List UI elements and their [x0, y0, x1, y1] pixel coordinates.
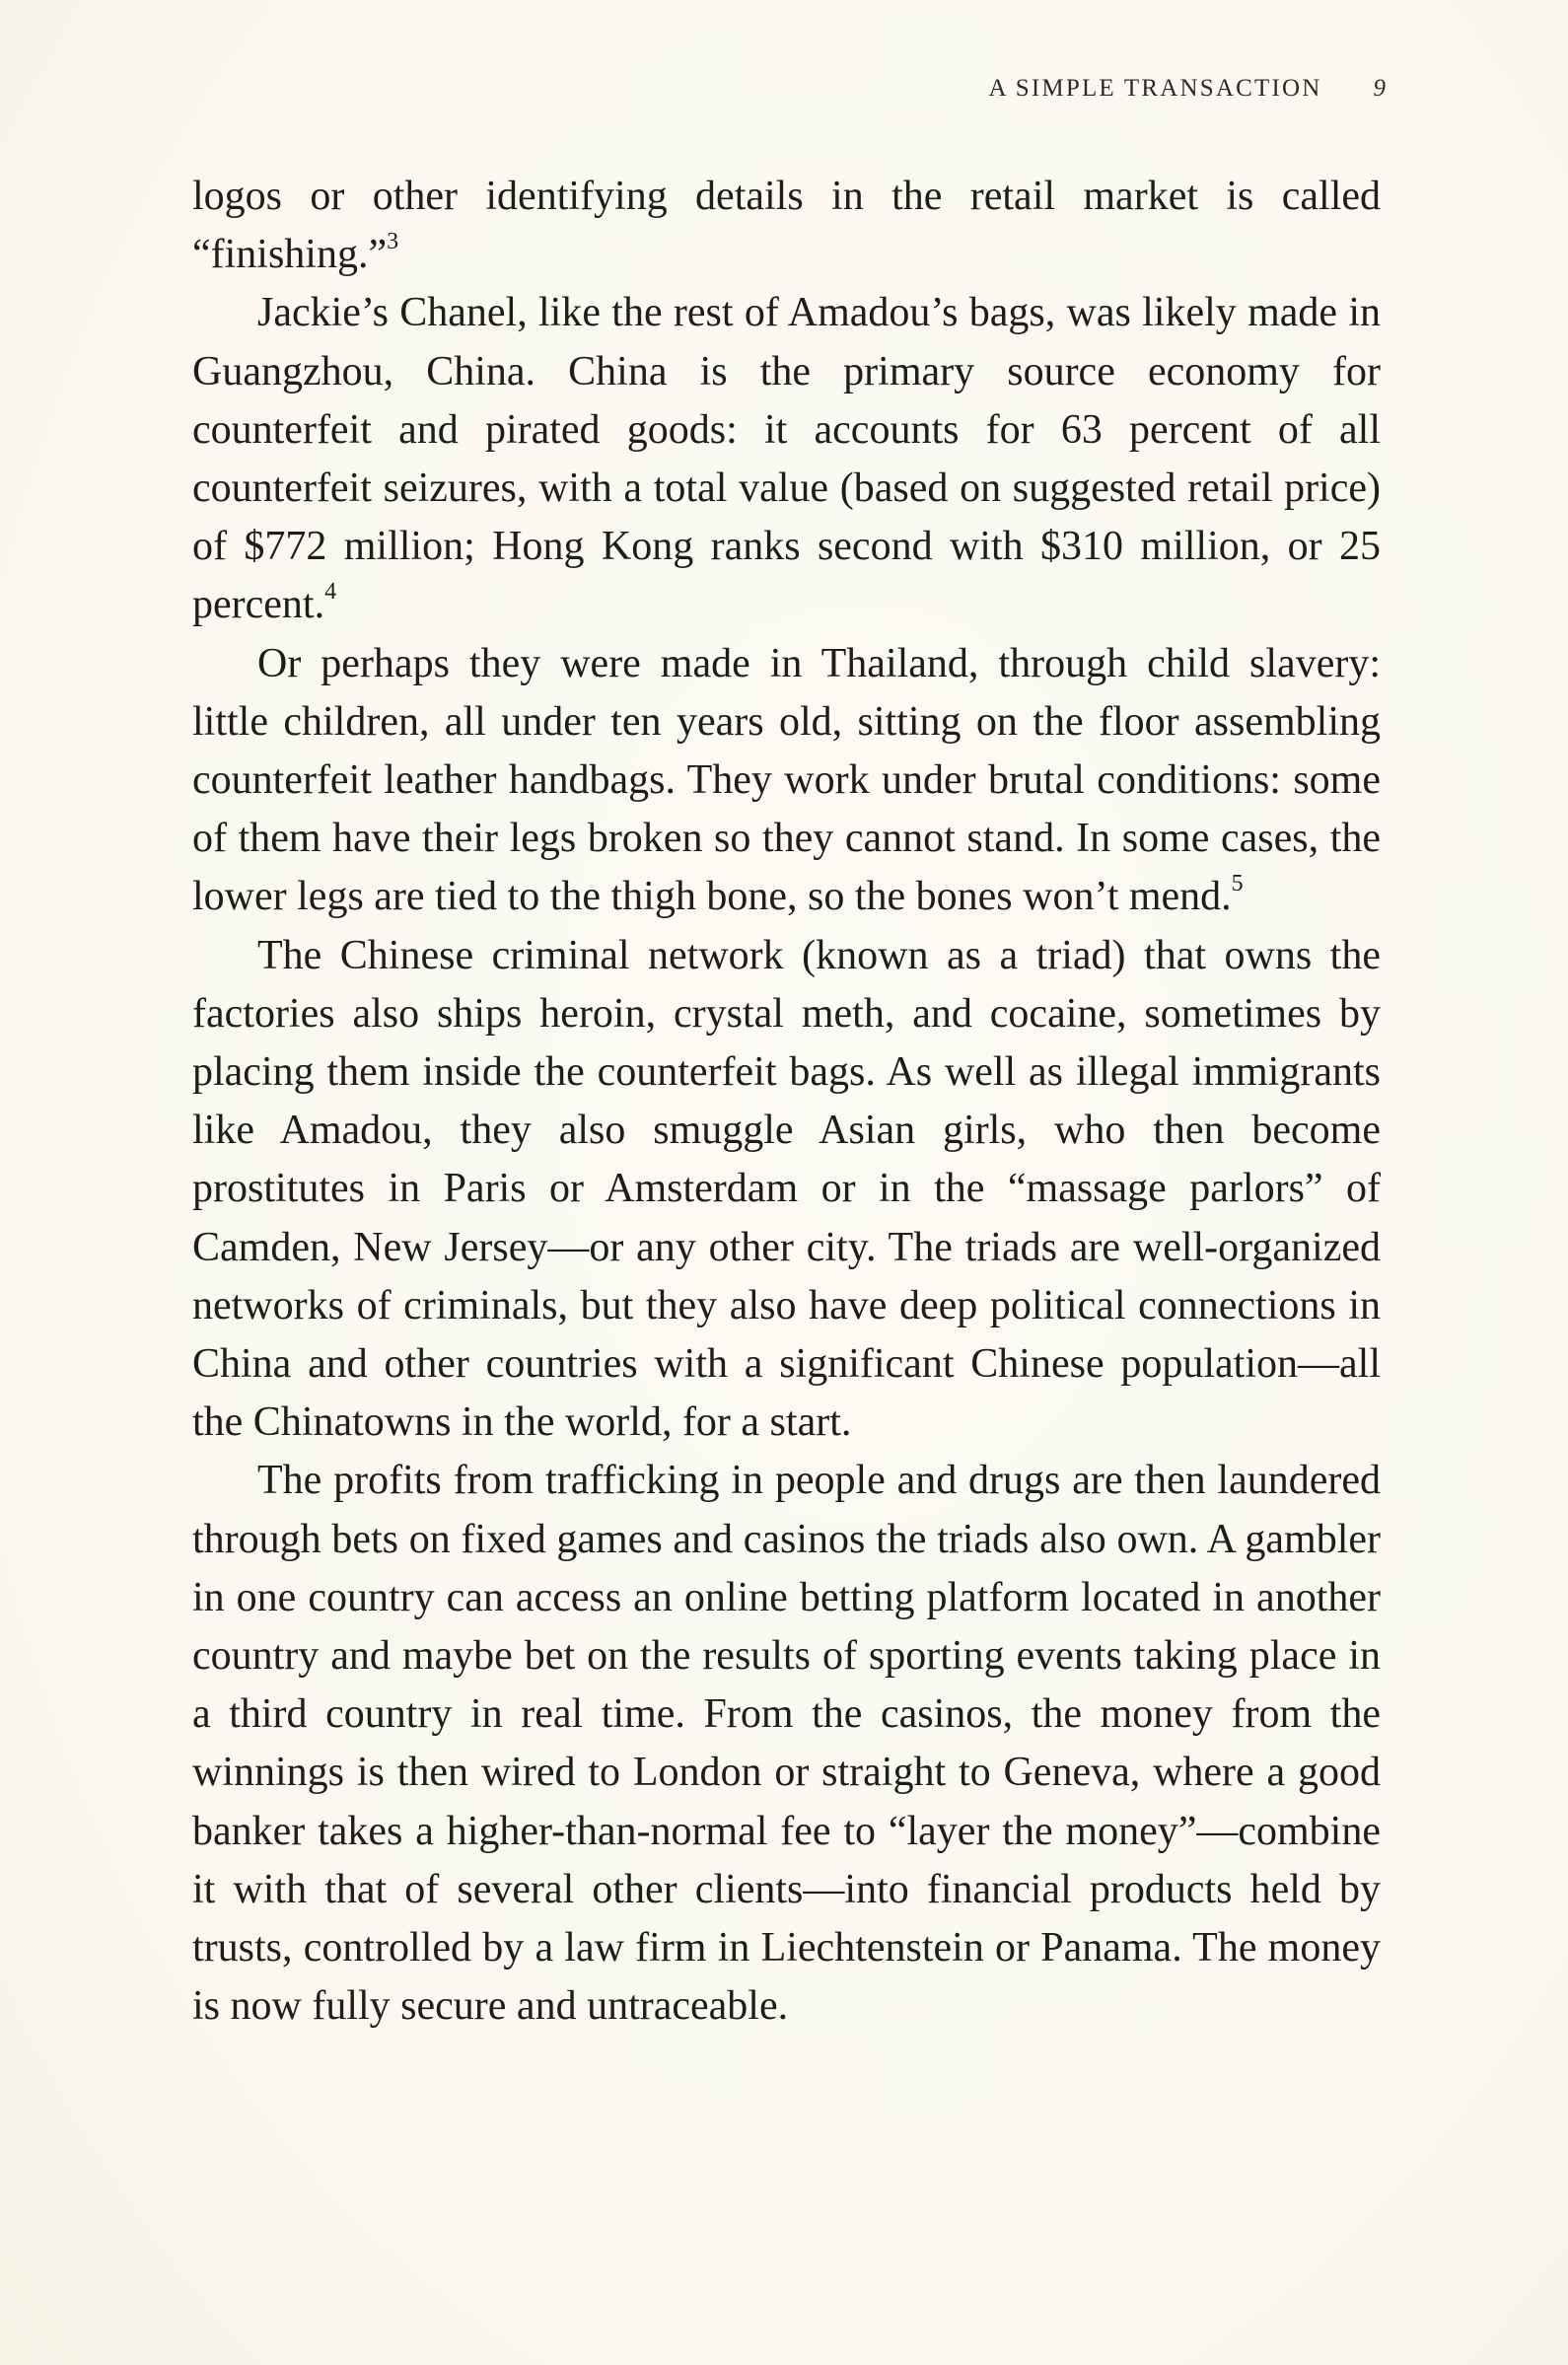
footnote-ref-5: 5 — [1231, 871, 1244, 897]
paragraph-text: logos or other identifying details in the retail market is called “finishing.” — [192, 174, 1381, 278]
paragraph-4 — [192, 927, 1381, 1453]
footnote-ref-3: 3 — [387, 229, 399, 255]
paragraph-2 — [192, 284, 1381, 634]
running-head — [988, 75, 1386, 103]
page-number: 9 — [1373, 75, 1386, 102]
footnote-ref-4: 4 — [324, 579, 337, 606]
paragraph-3 — [192, 635, 1381, 927]
paragraph-1 — [192, 168, 1381, 284]
paragraph-5 — [192, 1452, 1381, 2036]
body-text — [192, 168, 1381, 2037]
paragraph-text: Or perhaps they were made in Thailand, through child slavery: little children, all under ten years old, sitting on the floor assembling counterfeit leather handbags. They work under brutal conditions: some of them have their legs broken so they cannot stand. In some cases, the lower legs are tied to the thigh bone, so the bones won’t mend. — [192, 640, 1381, 920]
paragraph-text: Jackie’s Chanel, like the rest of Amadou’s bags, was likely made in Guangzhou, China. China is the primary source economy for counterfeit and pirated goods: it accounts for 63 percent of all counterfeit seizures, with a total value (based on suggested retail price) of $772 million; Hong Kong ranks second with $310 million, or 25 percent. — [192, 290, 1381, 628]
running-title: A SIMPLE TRANSACTION — [988, 75, 1322, 102]
paragraph-text: The Chinese criminal network (known as a triad) that owns the factories also ships heroin, crystal meth, and cocaine, sometimes by placing them inside the counterfeit bags. As well as illegal immigrants like Amadou, they also smuggle Asian girls, who then become prostitutes in Paris or Amsterdam or in the “massage parlors” of Camden, New Jersey—or any other city. The triads are well-organized networks of criminals, but they also have deep political connections in China and other countries with a significant Chinese population—all the Chinatowns in the world, for a start. — [192, 932, 1381, 1446]
paragraph-text: The profits from trafficking in people and drugs are then laundered through bets on fixed games and casinos the triads also own. A gambler in one country can access an online betting platform located in another country and maybe bet on the results of sporting events taking place in a third country in real time. From the casinos, the money from the winnings is then wired to London or straight to Geneva, where a good banker takes a higher-than-normal fee to “layer the money”—combine it with that of several other clients—into financial products held by trusts, controlled by a law firm in Liechtenstein or Panama. The money is now fully secure and untraceable. — [192, 1458, 1381, 2030]
